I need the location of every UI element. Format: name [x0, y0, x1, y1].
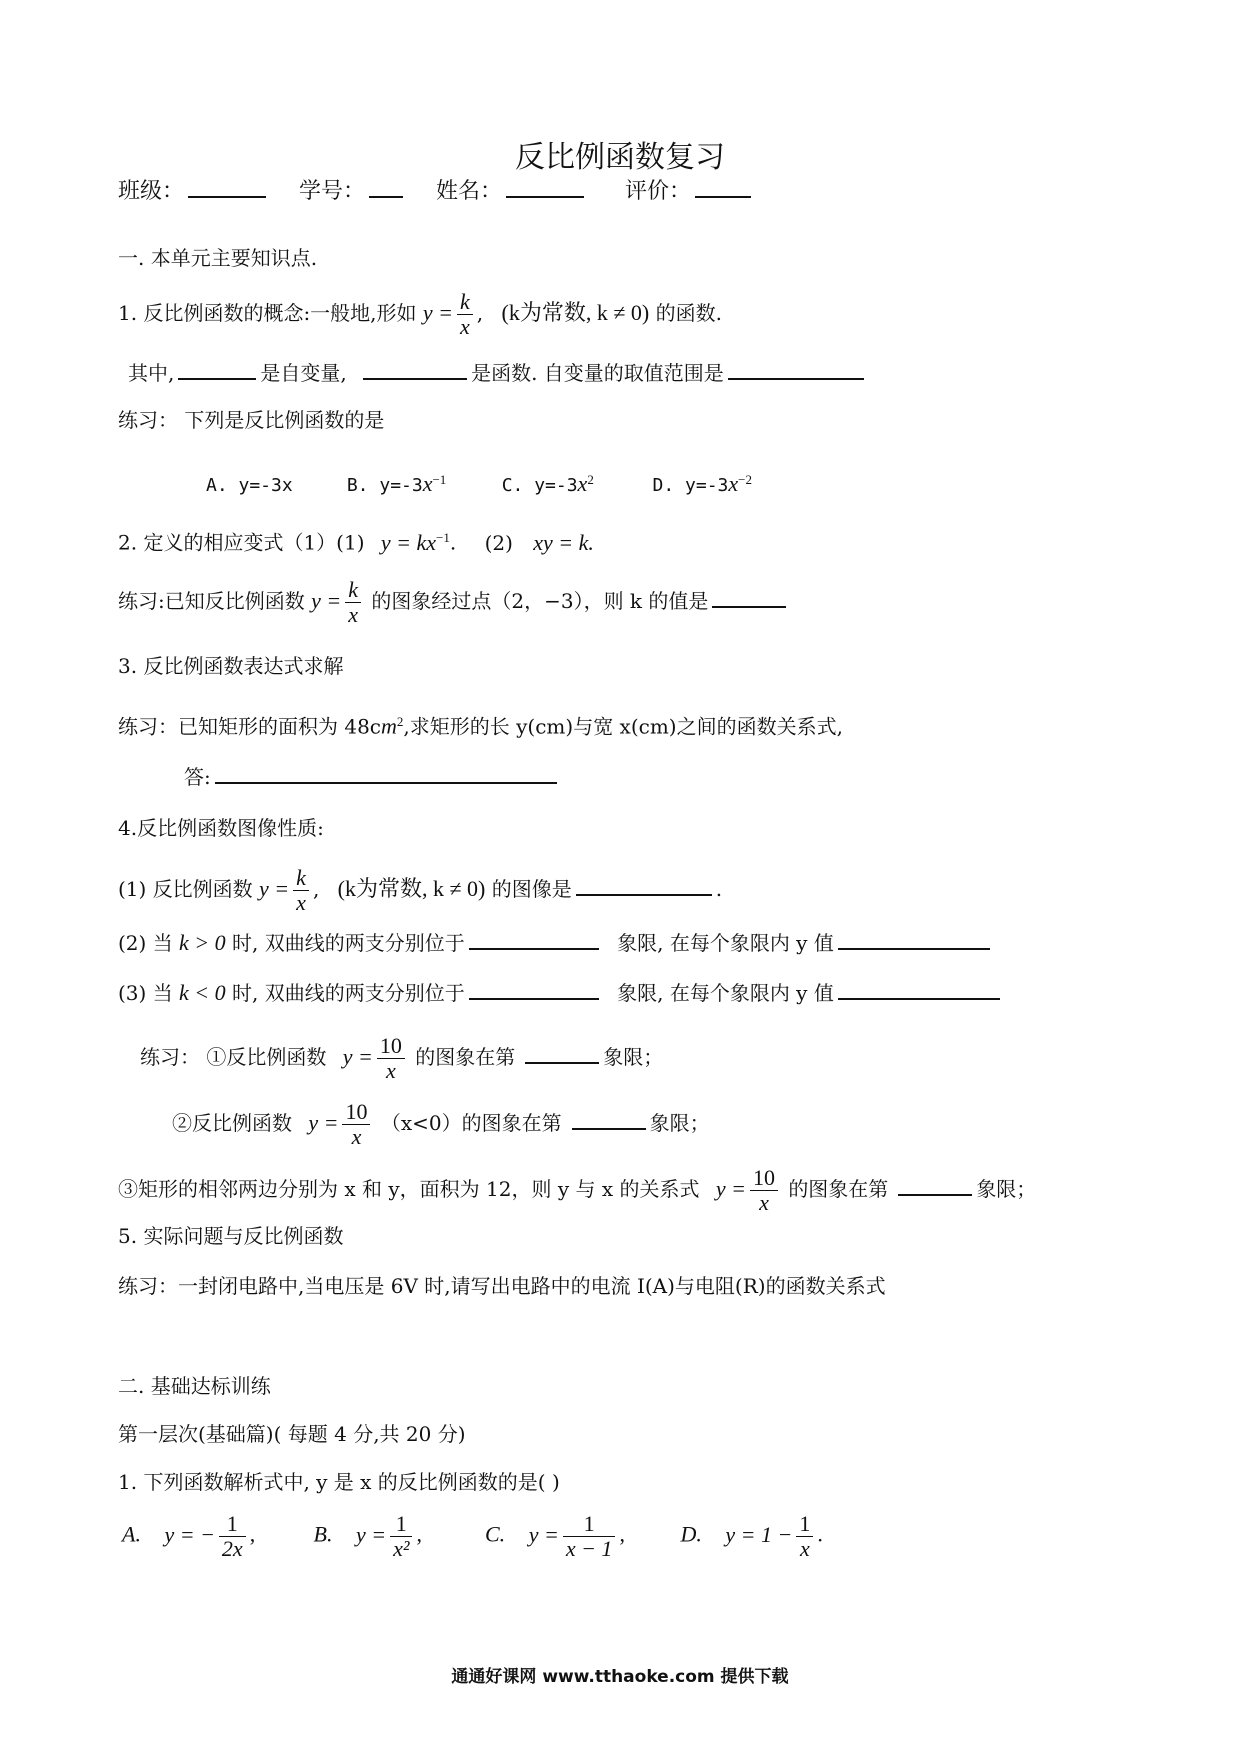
- text: .: [817, 1521, 823, 1547]
- fraction: [796, 1512, 813, 1561]
- eval-label: 评价：: [625, 179, 692, 204]
- fraction: [377, 1034, 405, 1083]
- text: D. y=-3: [652, 475, 729, 496]
- exercise2: [118, 578, 790, 627]
- blank: [469, 928, 599, 950]
- text: 是自变量,: [260, 361, 347, 385]
- id-blank: [369, 176, 403, 198]
- var: x: [422, 471, 433, 496]
- denominator: x: [351, 1124, 362, 1149]
- denominator: x: [296, 890, 306, 915]
- option-b: [314, 1512, 480, 1561]
- page-title: 反比例函数复习: [515, 140, 725, 175]
- option-d: [681, 1512, 823, 1561]
- footer-credit: 通通好课网 www.tthaoke.com 提供下载: [451, 1667, 789, 1687]
- var: x: [728, 471, 739, 496]
- text: C. y=-3: [501, 475, 578, 496]
- text: ,: [416, 1521, 422, 1547]
- text: 象限, 在每个象限内 y 值: [617, 931, 834, 955]
- numerator: 1: [563, 1512, 616, 1537]
- text: ②反比例函数: [172, 1111, 292, 1135]
- text: （x<0）的图象在第: [380, 1111, 562, 1135]
- fraction-k-x: [457, 290, 473, 339]
- text: 象限；: [976, 1177, 1037, 1201]
- text: (3) 当: [118, 981, 173, 1005]
- power: 2: [396, 714, 404, 729]
- exercise4-3: [118, 1166, 1036, 1215]
- formula-y: y =: [528, 1521, 559, 1547]
- id-label: 学号：: [299, 179, 366, 204]
- denominator: x: [759, 1190, 769, 1215]
- variables-line: [128, 358, 868, 387]
- exercise1: 练习： 下列是反比例函数的是: [118, 408, 385, 432]
- section1-heading: 一. 本单元主要知识点.: [118, 246, 318, 270]
- section-3: 3. 反比例函数表达式求解: [118, 654, 344, 678]
- text: 练习：已知矩形的面积为 48c: [118, 714, 382, 739]
- text: 象限；: [603, 1045, 664, 1069]
- numerator: 10: [377, 1034, 405, 1059]
- power: −1: [432, 472, 447, 487]
- blank: [572, 1108, 646, 1130]
- formula-y: y =: [715, 1176, 746, 1201]
- formula-y: y = 1 −: [725, 1521, 793, 1547]
- condition: k < 0: [179, 980, 226, 1005]
- section-5: 5. 实际问题与反比例函数: [118, 1224, 344, 1248]
- blank: [728, 358, 864, 380]
- label: B.: [313, 1521, 333, 1547]
- power: −1: [436, 530, 450, 545]
- text: (1) 反比例函数: [118, 877, 253, 901]
- question-1: 1. 下列函数解析式中, y 是 x 的反比例函数的是( ): [118, 1470, 560, 1494]
- blank: [576, 874, 712, 896]
- blank: [469, 978, 599, 1000]
- numerator: 10: [342, 1100, 370, 1125]
- numerator: k: [345, 578, 361, 603]
- text: 练习： ①反比例函数: [140, 1045, 327, 1069]
- formula-y: y =: [422, 300, 454, 325]
- answer-label: 答:: [184, 765, 211, 789]
- class-blank: [188, 176, 266, 198]
- var: x: [577, 471, 588, 496]
- text: .: [449, 530, 457, 555]
- fraction: [293, 866, 309, 915]
- text: ,求矩形的长 y(cm)与宽 x(cm)之间的函数关系式,: [403, 714, 843, 739]
- text: (2) 当: [118, 931, 173, 955]
- text: 的图象在第: [788, 1177, 889, 1201]
- blank: [898, 1174, 972, 1196]
- formula-y: y =: [355, 1521, 387, 1547]
- concept-text: 1. 反比例函数的概念:一般地,形如: [118, 301, 417, 325]
- power: −2: [738, 472, 752, 487]
- formula-y: y =: [311, 588, 342, 613]
- fraction: [563, 1512, 616, 1561]
- label: C.: [485, 1521, 506, 1547]
- exercise3: [118, 708, 843, 741]
- question1-options: [122, 1512, 823, 1561]
- concept-line: 1. 反比例函数的概念:一般地,形如 y = $\frac{k}{x}$ , (k为常数, k ≠ 0) 的函数.: [118, 289, 722, 339]
- numerator: 10: [750, 1166, 778, 1191]
- unit: m: [381, 713, 397, 739]
- section2-heading: 二. 基础达标训练: [118, 1374, 271, 1398]
- denominator: x: [460, 314, 470, 339]
- condition: k > 0: [179, 930, 226, 955]
- property-3: [118, 978, 1004, 1007]
- exercise4-2: [172, 1100, 710, 1149]
- class-label: 班级：: [118, 179, 185, 204]
- numerator: 1: [796, 1512, 813, 1537]
- eval-blank: [695, 176, 751, 198]
- text: ,: [249, 1521, 256, 1547]
- formula-y: y =: [259, 876, 290, 901]
- condition: (k为常数, k ≠ 0): [337, 876, 486, 901]
- blank: [525, 1042, 599, 1064]
- formula-y: y =: [342, 1044, 373, 1069]
- text: 时, 双曲线的两支分别位于: [232, 931, 465, 955]
- formula-y: y =: [308, 1110, 339, 1135]
- fraction: [390, 1512, 412, 1561]
- label: A.: [122, 1521, 141, 1547]
- option-c: [485, 1512, 675, 1561]
- text: 的图象经过点（2，−3），则 k 的值是: [371, 589, 709, 613]
- power: 2: [587, 472, 594, 487]
- concept-tail: 的函数.: [655, 301, 722, 325]
- property-2: [118, 928, 994, 957]
- fraction: [342, 1100, 370, 1149]
- answer-line: [184, 762, 561, 791]
- text: ,: [619, 1521, 625, 1547]
- option-c: [502, 466, 642, 500]
- denominator: x: [385, 1058, 396, 1083]
- text: 是函数. 自变量的取值范围是: [471, 361, 724, 385]
- option-a: [122, 1512, 308, 1561]
- text: 的图像是: [491, 877, 572, 901]
- name-label: 姓名：: [436, 179, 503, 204]
- fraction: [750, 1166, 778, 1215]
- level-line: 第一层次(基础篇)( 每题 4 分,共 20 分): [118, 1422, 466, 1446]
- blank: [178, 358, 256, 380]
- text: 其中,: [128, 361, 175, 385]
- section-4: 4.反比例函数图像性质:: [118, 816, 324, 840]
- text: .: [715, 877, 723, 901]
- blank: [838, 978, 1000, 1000]
- fraction: [219, 1512, 246, 1561]
- formula: y = kx: [380, 529, 436, 555]
- option-d: [653, 466, 752, 500]
- label: D.: [680, 1521, 702, 1547]
- denominator: x − 1: [565, 1536, 613, 1561]
- blank: [363, 358, 467, 380]
- text: 象限, 在每个象限内 y 值: [617, 981, 834, 1005]
- text: 象限；: [649, 1111, 710, 1135]
- option-b: [347, 466, 491, 500]
- formula: xy = k.: [533, 529, 594, 555]
- exercise1-options: [206, 466, 752, 500]
- text: ③矩形的相邻两边分别为 x 和 y，面积为 12，则 y 与 x 的关系式: [118, 1177, 700, 1201]
- answer-blank: [215, 762, 557, 784]
- denominator: 2x: [221, 1536, 243, 1561]
- text: (2): [484, 530, 513, 555]
- denominator: x: [799, 1536, 810, 1561]
- header-fields: [118, 176, 755, 206]
- exercise5: 练习：一封闭电路中,当电压是 6V 时,请写出电路中的电流 I(A)与电阻(R)的函数关系式: [118, 1274, 886, 1298]
- text: 的图象在第: [415, 1045, 516, 1069]
- text: 练习:已知反比例函数: [118, 589, 305, 613]
- blank: [712, 586, 786, 608]
- numerator: 1: [390, 1512, 412, 1537]
- exercise4-1: [140, 1034, 663, 1083]
- property-1: (1) 反比例函数 y = $\frac{k}{x}$ , (k为常数, k ≠ 0) 的图像是 .: [118, 865, 723, 915]
- numerator: k: [293, 866, 309, 891]
- blank: [838, 928, 990, 950]
- text: B. y=-3: [346, 475, 423, 496]
- variant-line: [118, 524, 594, 557]
- numerator: 1: [219, 1512, 246, 1537]
- text: 时, 双曲线的两支分别位于: [232, 981, 465, 1005]
- fraction: [345, 578, 361, 627]
- option-a: A. y=-3x: [206, 475, 293, 496]
- name-blank: [506, 176, 584, 198]
- denominator: x²: [393, 1536, 410, 1561]
- numerator: k: [457, 290, 473, 315]
- text: 2. 定义的相应变式（1）(1): [118, 530, 365, 555]
- denominator: x: [348, 602, 358, 627]
- condition: (k为常数, k ≠ 0): [501, 300, 650, 325]
- formula-y: y = −: [164, 1521, 215, 1547]
